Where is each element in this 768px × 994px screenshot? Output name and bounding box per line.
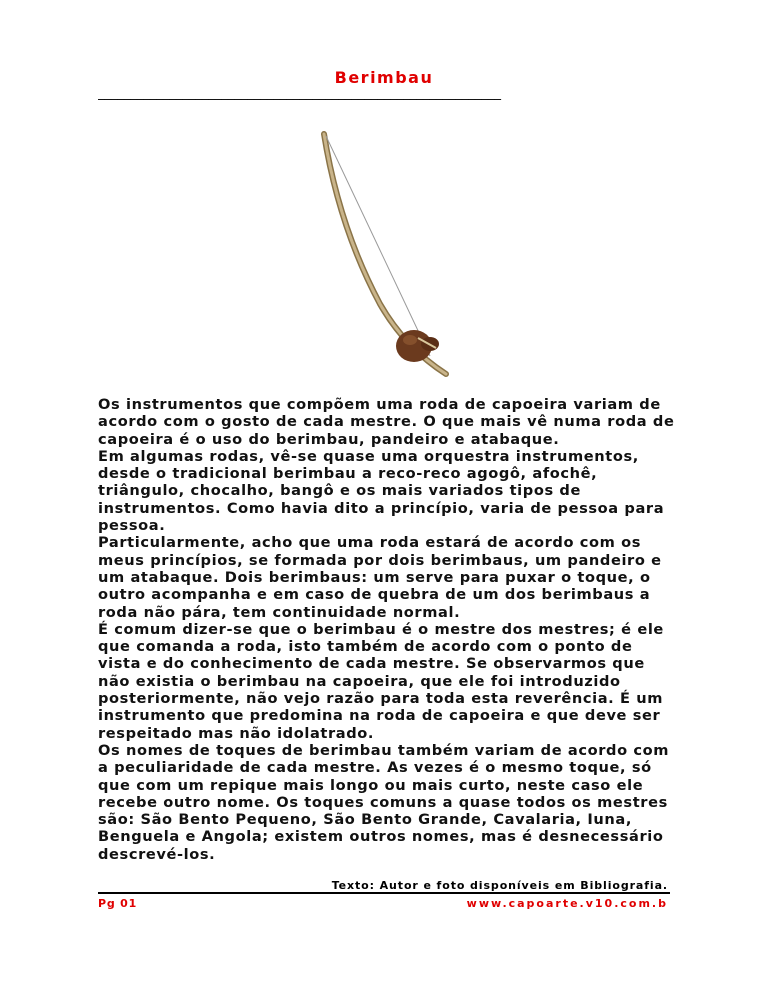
- page-title: Berimbau: [334, 68, 434, 87]
- page-number: Pg 01: [98, 897, 138, 910]
- paragraph: Particularmente, acho que uma roda estará de acordo com os meus princípios, se formada por dois berimbaus, um pandeiro e um atabaque. Dois berimbaus: um serve para puxar o toque, o outro acompanha e em caso de quebra de um dos berimbaus a roda não pára, tem continuidade normal.: [98, 534, 662, 621]
- paragraph: Os instrumentos que compõem uma roda de capoeira variam de acordo com o gosto de cada mestre. O que mais vê numa roda de capoeira é o uso do berimbau, pandeiro e atabaque.: [98, 396, 675, 448]
- paragraph: Em algumas rodas, vê-se quase uma orquestra instrumentos, desde o tradicional berimbau a reco-reco agogô, afochê, triângulo, chocalho, bangô e os mais variados tipos de instrumentos. Como havia dito a princípio, varia de pessoa para pessoa.: [98, 447, 665, 535]
- berimbau-illustration: [318, 124, 458, 380]
- footer-divider: [98, 892, 670, 894]
- article-body: [98, 396, 678, 863]
- paragraph: É comum dizer-se que o berimbau é o mestre dos mestres; é ele que comanda a roda, isto também de acordo com o ponto de vista e do conhecimento de cada mestre. Se observarmos que não existia o berimbau na capoeira, que ele foi introduzido posteriormente, não vejo razão para toda esta reverência. É um instrumento que predomina na roda de capoeira e que deve ser respeitado mas não idolatrado.: [98, 620, 664, 742]
- title-underline: ______________________________________________________________: [98, 86, 501, 101]
- footer-url-link[interactable]: www.capoarte.v10.com.b: [466, 897, 668, 910]
- photo-credit: Texto: Autor e foto disponíveis em Bibliografia.: [331, 879, 668, 892]
- paragraph: Os nomes de toques de berimbau também variam de acordo com a peculiaridade de cada mestre. As vezes é o mesmo toque, só que com um repique mais longo ou mais curto, neste caso ele recebe outro nome. Os toques comuns a quase todos os mestres são: São Bento Pequeno, São Bento Grande, Cavalaria, Iuna, Benguela e Angola; existem outros nomes, mas é desnecessário descrevé-los.: [98, 741, 670, 863]
